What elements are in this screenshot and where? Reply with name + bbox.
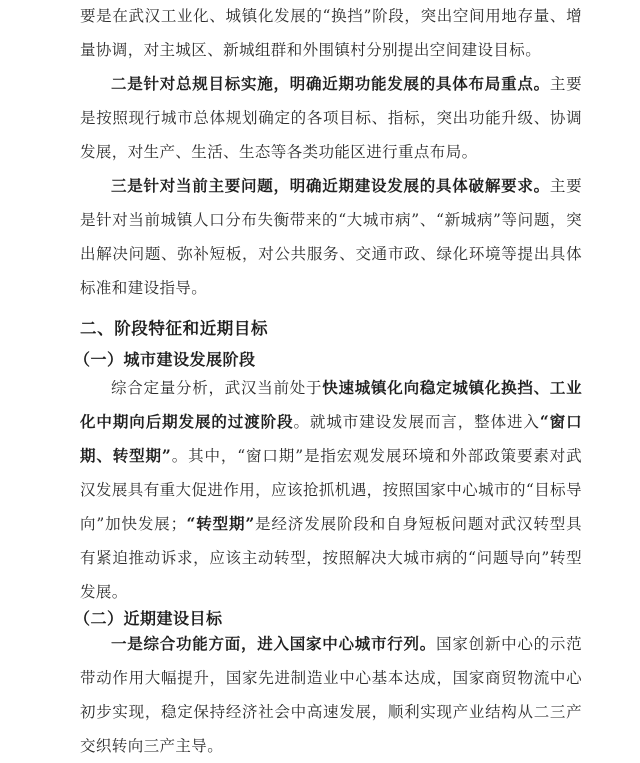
section-heading-stage-and-goals: 二、阶段特征和近期目标 <box>80 319 269 338</box>
paragraph-spatial-targets <box>80 0 582 67</box>
paragraph-text: 。其中，“窗口期”是指宏观发展环境和外部政策要素对武汉发展具有重大促进作用，应该抢抓机遇，按照国家中心城市的“目标导向”加快发展； <box>80 447 582 533</box>
subsection-heading-near-term-goals: （二）近期建设目标 <box>74 609 223 628</box>
paragraph-lead-bold: 一是综合功能方面，进入国家中心城市行列。 <box>111 634 437 653</box>
paragraph-text: 综合定量分析，武汉当前处于 <box>111 379 323 397</box>
paragraph-development-stage <box>80 371 582 609</box>
emphasis-window-transition-period: “窗口期、转型期” <box>80 412 583 465</box>
paragraph-text: 国家创新中心的示范带动作用大幅提升，国家先进制造业中心基本达成，国家商贸物流中心初步实现，稳定保持经济社会中高速发展，顺利实现产业结构从二三产交织转向三产主导。 <box>80 635 582 755</box>
paragraph-lead-bold: 二是针对总规目标实施，明确近期功能发展的具体布局重点。 <box>111 74 550 93</box>
paragraph-text: 主要是按照现行城市总体规划确定的各项目标、指标，突出功能升级、协调发展，对生产、生活、生态等各类功能区进行重点布局。 <box>80 75 582 161</box>
paragraph-text: 主要是针对当前城镇人口分布失衡带来的“大城市病”、“新城病”等问题，突出解决问题、弥补短板，对公共服务、交通市政、绿化环境等提出具体标准和建设指导。 <box>80 177 582 297</box>
paragraph-layout-focus <box>80 67 582 169</box>
paragraph-comprehensive-function <box>80 627 582 763</box>
paragraph-lead-bold: 三是针对当前主要问题，明确近期建设发展的具体破解要求。 <box>111 176 550 195</box>
emphasis-transition-stage: 快速城镇化向稳定城镇化换挡、工业化中期向后期发展的过渡阶段 <box>80 378 582 431</box>
emphasis-transition-period: “转型期” <box>186 514 255 533</box>
paragraph-problem-solving <box>80 169 582 305</box>
paragraph-text: 。就城市建设发展而言，整体进入 <box>293 413 540 431</box>
subsection-heading-development-stage: （一）城市建设发展阶段 <box>74 350 256 369</box>
paragraph-text: 要是在武汉工业化、城镇化发展的“换挡”阶段，突出空间用地存量、增量协调，对主城区、新城组群和外围镇村分别提出空间建设目标。 <box>80 7 582 59</box>
paragraph-text: 是经济发展阶段和自身短板问题对武汉转型具有紧迫推动诉求，应该主动转型，按照解决大城市病的“问题导向”转型发展。 <box>80 515 582 601</box>
